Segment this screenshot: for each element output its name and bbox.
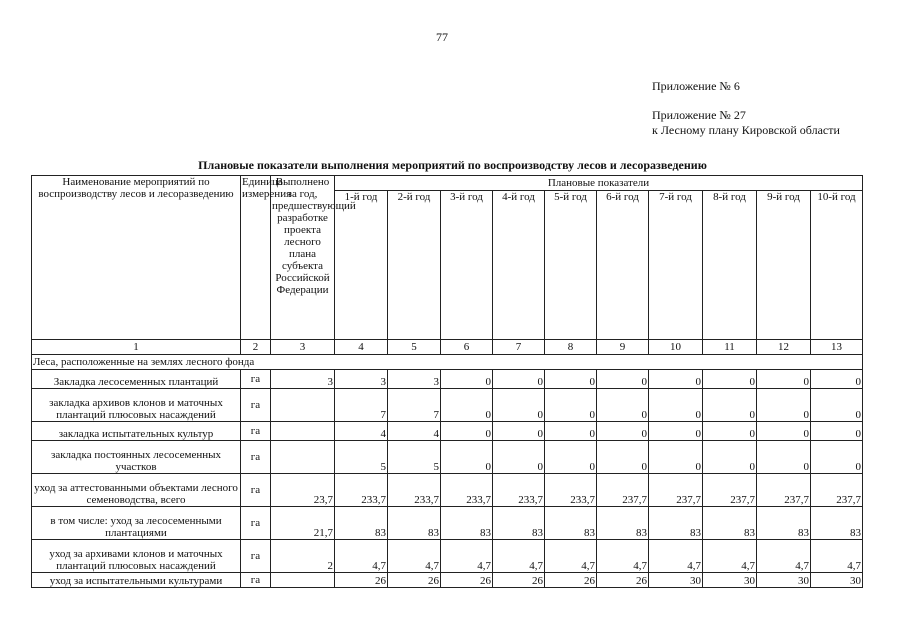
row-value: 5 bbox=[388, 441, 441, 474]
row-value: 0 bbox=[649, 389, 703, 422]
row-done bbox=[271, 389, 335, 422]
row-value: 237,7 bbox=[703, 474, 757, 507]
row-done: 2 bbox=[271, 540, 335, 573]
row-value: 0 bbox=[811, 370, 863, 389]
row-value: 30 bbox=[811, 573, 863, 588]
row-value: 3 bbox=[388, 370, 441, 389]
table-row bbox=[32, 422, 863, 441]
row-value: 0 bbox=[703, 422, 757, 441]
year-header: 2-й год bbox=[388, 191, 441, 340]
row-value: 0 bbox=[597, 422, 649, 441]
row-unit: га bbox=[241, 370, 271, 389]
row-value: 0 bbox=[811, 389, 863, 422]
column-number: 8 bbox=[545, 340, 597, 355]
row-value: 83 bbox=[811, 507, 863, 540]
row-value: 0 bbox=[493, 389, 545, 422]
appendix-27-label bbox=[652, 108, 840, 138]
row-value: 0 bbox=[597, 441, 649, 474]
header-name: Наименование мероприятий по воспроизводству лесов и лесоразведению bbox=[32, 176, 241, 340]
row-value: 0 bbox=[597, 370, 649, 389]
year-header: 9-й год bbox=[757, 191, 811, 340]
header-planned: Плановые показатели bbox=[335, 176, 863, 191]
row-value: 0 bbox=[757, 370, 811, 389]
row-value: 0 bbox=[649, 370, 703, 389]
row-unit: га bbox=[241, 474, 271, 507]
appendix-6-label: Приложение № 6 bbox=[652, 79, 740, 93]
row-value: 26 bbox=[493, 573, 545, 588]
row-value: 4,7 bbox=[597, 540, 649, 573]
year-header: 8-й год bbox=[703, 191, 757, 340]
row-value: 83 bbox=[649, 507, 703, 540]
row-name: в том числе: уход за лесосеменными плантациями bbox=[32, 507, 241, 540]
row-value: 4,7 bbox=[493, 540, 545, 573]
row-value: 0 bbox=[703, 389, 757, 422]
row-value: 0 bbox=[441, 389, 493, 422]
row-name: закладка архивов клонов и маточных плантаций плюсовых насаждений bbox=[32, 389, 241, 422]
row-value: 3 bbox=[335, 370, 388, 389]
row-done bbox=[271, 441, 335, 474]
year-header: 6-й год bbox=[597, 191, 649, 340]
row-value: 0 bbox=[493, 441, 545, 474]
row-value: 0 bbox=[493, 370, 545, 389]
year-header: 10-й год bbox=[811, 191, 863, 340]
column-number: 9 bbox=[597, 340, 649, 355]
row-name: Закладка лесосеменных плантаций bbox=[32, 370, 241, 389]
row-value: 0 bbox=[703, 441, 757, 474]
row-value: 4,7 bbox=[649, 540, 703, 573]
row-done bbox=[271, 573, 335, 588]
row-value: 0 bbox=[597, 389, 649, 422]
row-value: 233,7 bbox=[441, 474, 493, 507]
row-value: 26 bbox=[441, 573, 493, 588]
year-header: 5-й год bbox=[545, 191, 597, 340]
row-value: 0 bbox=[545, 370, 597, 389]
row-name: уход за архивами клонов и маточных плантаций плюсовых насаждений bbox=[32, 540, 241, 573]
row-value: 0 bbox=[493, 422, 545, 441]
row-value: 30 bbox=[703, 573, 757, 588]
column-number: 11 bbox=[703, 340, 757, 355]
row-name: закладка постоянных лесосеменных участков bbox=[32, 441, 241, 474]
column-number: 6 bbox=[441, 340, 493, 355]
row-value: 26 bbox=[388, 573, 441, 588]
header-unit: Единица измерения bbox=[241, 176, 271, 340]
row-value: 26 bbox=[335, 573, 388, 588]
row-value: 0 bbox=[441, 422, 493, 441]
row-value: 0 bbox=[649, 441, 703, 474]
row-value: 7 bbox=[335, 389, 388, 422]
appendix-27-line2: к Лесному плану Кировской области bbox=[652, 123, 840, 137]
row-value: 233,7 bbox=[493, 474, 545, 507]
row-value: 4,7 bbox=[703, 540, 757, 573]
plan-indicators-table bbox=[31, 175, 863, 588]
row-value: 4,7 bbox=[388, 540, 441, 573]
row-value: 4,7 bbox=[545, 540, 597, 573]
appendix-27-line1: Приложение № 27 bbox=[652, 108, 746, 122]
row-value: 233,7 bbox=[545, 474, 597, 507]
row-value: 83 bbox=[441, 507, 493, 540]
row-value: 30 bbox=[649, 573, 703, 588]
table-row bbox=[32, 441, 863, 474]
row-value: 0 bbox=[649, 422, 703, 441]
table-row bbox=[32, 507, 863, 540]
row-value: 0 bbox=[757, 389, 811, 422]
column-number: 4 bbox=[335, 340, 388, 355]
column-number: 3 bbox=[271, 340, 335, 355]
row-value: 4,7 bbox=[811, 540, 863, 573]
column-number: 2 bbox=[241, 340, 271, 355]
row-name: уход за испытательными культурами bbox=[32, 573, 241, 588]
table-row bbox=[32, 573, 863, 588]
row-value: 0 bbox=[545, 422, 597, 441]
table-row bbox=[32, 540, 863, 573]
row-name: уход за аттестованными объектами лесного семеноводства, всего bbox=[32, 474, 241, 507]
row-done: 23,7 bbox=[271, 474, 335, 507]
row-value: 0 bbox=[757, 441, 811, 474]
row-value: 7 bbox=[388, 389, 441, 422]
row-done: 21,7 bbox=[271, 507, 335, 540]
row-done bbox=[271, 422, 335, 441]
row-name: закладка испытательных культур bbox=[32, 422, 241, 441]
row-value: 0 bbox=[441, 441, 493, 474]
row-value: 4,7 bbox=[441, 540, 493, 573]
row-value: 83 bbox=[757, 507, 811, 540]
row-value: 83 bbox=[388, 507, 441, 540]
row-value: 237,7 bbox=[649, 474, 703, 507]
header-done: Выполнено за год, предшествующий разработке проекта лесного плана субъекта Российской Федерации bbox=[271, 176, 335, 340]
page-number: 77 bbox=[436, 30, 448, 44]
row-value: 26 bbox=[545, 573, 597, 588]
year-header: 4-й год bbox=[493, 191, 545, 340]
row-value: 4 bbox=[335, 422, 388, 441]
row-value: 0 bbox=[545, 441, 597, 474]
row-value: 83 bbox=[597, 507, 649, 540]
row-unit: га bbox=[241, 441, 271, 474]
row-value: 30 bbox=[757, 573, 811, 588]
column-number: 5 bbox=[388, 340, 441, 355]
column-number: 13 bbox=[811, 340, 863, 355]
row-unit: га bbox=[241, 540, 271, 573]
table-title: Плановые показатели выполнения мероприятий по воспроизводству лесов и лесоразведению bbox=[198, 158, 707, 172]
row-value: 237,7 bbox=[757, 474, 811, 507]
row-value: 237,7 bbox=[597, 474, 649, 507]
column-number: 1 bbox=[32, 340, 241, 355]
table-row bbox=[32, 370, 863, 389]
section-label: Леса, расположенные на землях лесного фонда bbox=[32, 355, 863, 370]
row-value: 0 bbox=[811, 441, 863, 474]
row-unit: га bbox=[241, 507, 271, 540]
column-number: 7 bbox=[493, 340, 545, 355]
row-done: 3 bbox=[271, 370, 335, 389]
row-value: 0 bbox=[703, 370, 757, 389]
row-value: 0 bbox=[811, 422, 863, 441]
row-unit: га bbox=[241, 573, 271, 588]
row-value: 0 bbox=[545, 389, 597, 422]
row-value: 4,7 bbox=[757, 540, 811, 573]
row-value: 4 bbox=[388, 422, 441, 441]
year-header: 1-й год bbox=[335, 191, 388, 340]
row-value: 83 bbox=[545, 507, 597, 540]
row-value: 83 bbox=[703, 507, 757, 540]
row-value: 83 bbox=[335, 507, 388, 540]
year-header: 3-й год bbox=[441, 191, 493, 340]
column-number: 12 bbox=[757, 340, 811, 355]
row-unit: га bbox=[241, 389, 271, 422]
table-row bbox=[32, 474, 863, 507]
year-header: 7-й год bbox=[649, 191, 703, 340]
row-value: 5 bbox=[335, 441, 388, 474]
row-value: 83 bbox=[493, 507, 545, 540]
row-value: 237,7 bbox=[811, 474, 863, 507]
row-value: 233,7 bbox=[388, 474, 441, 507]
row-value: 0 bbox=[757, 422, 811, 441]
row-value: 4,7 bbox=[335, 540, 388, 573]
row-value: 0 bbox=[441, 370, 493, 389]
row-value: 26 bbox=[597, 573, 649, 588]
row-value: 233,7 bbox=[335, 474, 388, 507]
column-number: 10 bbox=[649, 340, 703, 355]
table-row bbox=[32, 389, 863, 422]
row-unit: га bbox=[241, 422, 271, 441]
